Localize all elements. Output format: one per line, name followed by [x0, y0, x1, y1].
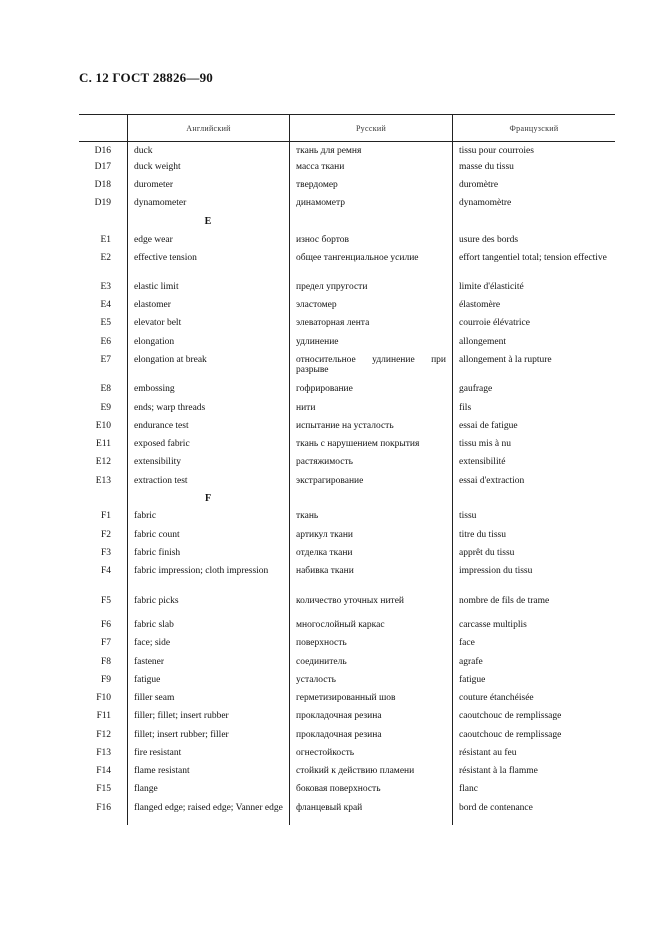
- term-code: F8: [100, 657, 111, 667]
- french-term: allongement: [459, 337, 506, 347]
- english-term: effective tension: [134, 253, 197, 263]
- section-heading: [79, 214, 615, 233]
- russian-term: фланцевый край: [296, 803, 363, 813]
- russian-term: гофрирование: [296, 384, 353, 394]
- french-term: carcasse multiplis: [459, 620, 527, 630]
- term-code: F7: [100, 638, 111, 648]
- russian-term: огнестойкость: [296, 748, 355, 758]
- english-term: fatigue: [134, 675, 161, 685]
- table-row: [79, 764, 615, 782]
- table-row: [79, 709, 615, 728]
- english-term: elastic limit: [134, 282, 179, 292]
- header-russian: Русский: [289, 115, 452, 141]
- english-term: fabric impression; cloth impression: [134, 566, 269, 576]
- french-term: masse du tissu: [459, 162, 514, 172]
- french-term: caoutchouc de remplissage: [459, 730, 562, 740]
- english-term: flange: [134, 784, 158, 794]
- russian-term: соединитель: [296, 657, 347, 667]
- english-term: fabric picks: [134, 596, 179, 606]
- french-term: tissu pour courroies: [459, 146, 534, 156]
- english-term: extraction test: [134, 476, 188, 486]
- term-code: F5: [100, 596, 111, 606]
- russian-term: испытание на усталость: [296, 421, 394, 431]
- french-term: couture étanchéisée: [459, 693, 534, 703]
- table-row: [79, 636, 615, 655]
- french-term: tissu mis à nu: [459, 439, 511, 449]
- term-code: E13: [95, 476, 111, 486]
- table-row: [79, 655, 615, 673]
- russian-term: ткань для ремня: [296, 146, 362, 156]
- term-code: E3: [100, 282, 111, 292]
- english-term: flanged edge; raised edge; Vanner edge: [134, 803, 283, 813]
- french-term: agrafe: [459, 657, 483, 667]
- term-code: F14: [96, 766, 111, 776]
- glossary-table: [79, 114, 615, 825]
- french-term: usure des bords: [459, 235, 519, 245]
- russian-term: нити: [296, 403, 316, 413]
- term-code: E5: [100, 318, 111, 328]
- table-row: [79, 251, 615, 280]
- term-code: F15: [96, 784, 111, 794]
- table-row: [79, 353, 615, 382]
- french-term: courroie élévatrice: [459, 318, 530, 328]
- french-term: élastomère: [459, 300, 501, 310]
- term-code: E10: [95, 421, 111, 431]
- table-row: [79, 474, 615, 491]
- english-term: dynamometer: [134, 198, 187, 208]
- column-divider: [289, 142, 290, 825]
- table-row: [79, 801, 615, 825]
- column-divider: [452, 142, 453, 825]
- table-header: [79, 115, 615, 142]
- russian-term: твердомер: [296, 180, 338, 190]
- russian-term: элеваторная лента: [296, 318, 370, 328]
- term-code: F12: [96, 730, 111, 740]
- table-row: [79, 528, 615, 546]
- term-code: D19: [94, 198, 111, 208]
- term-code: E7: [100, 355, 111, 365]
- russian-term: предел упругости: [296, 282, 368, 292]
- russian-term: количество уточных нитей: [296, 596, 404, 606]
- english-term: embossing: [134, 384, 175, 394]
- table-row: [79, 437, 615, 455]
- table-row: [79, 316, 615, 335]
- term-code: F9: [100, 675, 111, 685]
- english-term: ends; warp threads: [134, 403, 206, 413]
- english-term: elongation: [134, 337, 175, 347]
- french-term: duromètre: [459, 180, 499, 190]
- table-row: [79, 546, 615, 564]
- term-code: E2: [100, 253, 111, 263]
- russian-term: эластомер: [296, 300, 337, 310]
- section-letter: F: [204, 493, 212, 504]
- french-term: essai de fatigue: [459, 421, 518, 431]
- english-term: fabric: [134, 511, 157, 521]
- english-term: elevator belt: [134, 318, 182, 328]
- french-term: résistant à la flamme: [459, 766, 538, 776]
- french-term: bord de contenance: [459, 803, 533, 813]
- russian-term: герметизированный шов: [296, 693, 396, 703]
- table-row: [79, 280, 615, 298]
- english-term: fabric finish: [134, 548, 181, 558]
- term-code: F4: [100, 566, 111, 576]
- russian-term: стойкий к действию пламени: [296, 766, 415, 776]
- french-term: extensibilité: [459, 457, 506, 467]
- french-term: allongement à la rupture: [459, 355, 552, 365]
- term-code: F10: [96, 693, 111, 703]
- table-row: [79, 419, 615, 437]
- term-code: F6: [100, 620, 111, 630]
- russian-term: ткань с нарушением покрытия: [296, 439, 420, 449]
- term-code: F3: [100, 548, 111, 558]
- french-term: effort tangentiel total; tension effective: [459, 253, 607, 263]
- term-code: D16: [94, 146, 111, 156]
- term-code: E9: [100, 403, 111, 413]
- russian-term: удлинение: [296, 337, 339, 347]
- french-term: limite d'élasticité: [459, 282, 524, 292]
- table-row: [79, 618, 615, 636]
- french-term: flanc: [459, 784, 478, 794]
- table-row: [79, 691, 615, 709]
- french-term: tissu: [459, 511, 477, 521]
- russian-term: масса ткани: [296, 162, 345, 172]
- english-term: duck: [134, 146, 153, 156]
- english-term: elastomer: [134, 300, 171, 310]
- table-row: [79, 455, 615, 474]
- header-code-cell: [79, 115, 127, 141]
- russian-term: набивка ткани: [296, 566, 354, 576]
- table-row: [79, 746, 615, 764]
- table-row: [79, 298, 615, 316]
- french-term: caoutchouc de remplissage: [459, 711, 562, 721]
- term-code: E4: [100, 300, 111, 310]
- table-row: [79, 594, 615, 618]
- french-term: titre du tissu: [459, 530, 506, 540]
- table-row: [79, 142, 615, 160]
- french-term: fatigue: [459, 675, 486, 685]
- french-term: nombre de fils de trame: [459, 596, 550, 606]
- russian-term: артикул ткани: [296, 530, 354, 540]
- term-code: F13: [96, 748, 111, 758]
- english-term: filler seam: [134, 693, 175, 703]
- english-term: exposed fabric: [134, 439, 190, 449]
- russian-term: общее тангенциальное усилие: [296, 253, 419, 263]
- french-term: résistant au feu: [459, 748, 517, 758]
- french-term: gaufrage: [459, 384, 493, 394]
- table-row: [79, 401, 615, 419]
- english-term: duck weight: [134, 162, 181, 172]
- russian-term: поверхность: [296, 638, 347, 648]
- table-row: [79, 233, 615, 251]
- section-letter: E: [204, 216, 212, 227]
- english-term: face; side: [134, 638, 171, 648]
- russian-term: боковая поверхность: [296, 784, 381, 794]
- french-term: essai d'extraction: [459, 476, 525, 486]
- term-code: F2: [100, 530, 111, 540]
- english-term: flame resistant: [134, 766, 190, 776]
- term-code: E12: [95, 457, 111, 467]
- english-term: fabric slab: [134, 620, 174, 630]
- french-term: fils: [459, 403, 472, 413]
- english-term: extensibility: [134, 457, 181, 467]
- header-french: Французский: [452, 115, 615, 141]
- section-heading: [79, 491, 615, 509]
- russian-term: ткань: [296, 511, 319, 521]
- term-code: F16: [96, 803, 111, 813]
- russian-term: многослойный каркас: [296, 620, 385, 630]
- column-divider: [127, 142, 128, 825]
- term-code: D17: [94, 162, 111, 172]
- english-term: filler; fillet; insert rubber: [134, 711, 229, 721]
- table-body: [79, 142, 615, 825]
- page-header: С. 12 ГОСТ 28826—90: [79, 70, 213, 85]
- russian-term: прокладочная резина: [296, 730, 382, 740]
- french-term: face: [459, 638, 475, 648]
- french-term: dynamomètre: [459, 198, 512, 208]
- table-row: [79, 382, 615, 401]
- russian-term: износ бортов: [296, 235, 349, 245]
- table-row: [79, 673, 615, 691]
- table-row: [79, 196, 615, 214]
- english-term: endurance test: [134, 421, 189, 431]
- russian-term: растяжимость: [296, 457, 353, 467]
- table-row: [79, 160, 615, 178]
- term-code: D18: [94, 180, 111, 190]
- english-term: edge wear: [134, 235, 173, 245]
- term-code: F1: [100, 511, 111, 521]
- table-row: [79, 728, 615, 746]
- term-code: E8: [100, 384, 111, 394]
- table-row: [79, 782, 615, 801]
- russian-term: экстрагирование: [296, 476, 364, 486]
- french-term: apprêt du tissu: [459, 548, 515, 558]
- russian-term: динамометр: [296, 198, 346, 208]
- table-row: [79, 335, 615, 353]
- term-code: E6: [100, 337, 111, 347]
- russian-term: прокладочная резина: [296, 711, 382, 721]
- english-term: durometer: [134, 180, 174, 190]
- russian-term: относительное удлинение при разрыве: [296, 355, 446, 375]
- term-code: F11: [96, 711, 111, 721]
- russian-term: усталость: [296, 675, 336, 685]
- english-term: fire resistant: [134, 748, 182, 758]
- term-code: E1: [100, 235, 111, 245]
- english-term: fastener: [134, 657, 165, 667]
- table-row: [79, 509, 615, 528]
- table-row: [79, 564, 615, 594]
- term-code: E11: [96, 439, 111, 449]
- english-term: fabric count: [134, 530, 180, 540]
- french-term: impression du tissu: [459, 566, 533, 576]
- header-english: Английский: [127, 115, 289, 141]
- table-row: [79, 178, 615, 196]
- russian-term: отделка ткани: [296, 548, 353, 558]
- english-term: elongation at break: [134, 355, 207, 365]
- english-term: fillet; insert rubber; filler: [134, 730, 229, 740]
